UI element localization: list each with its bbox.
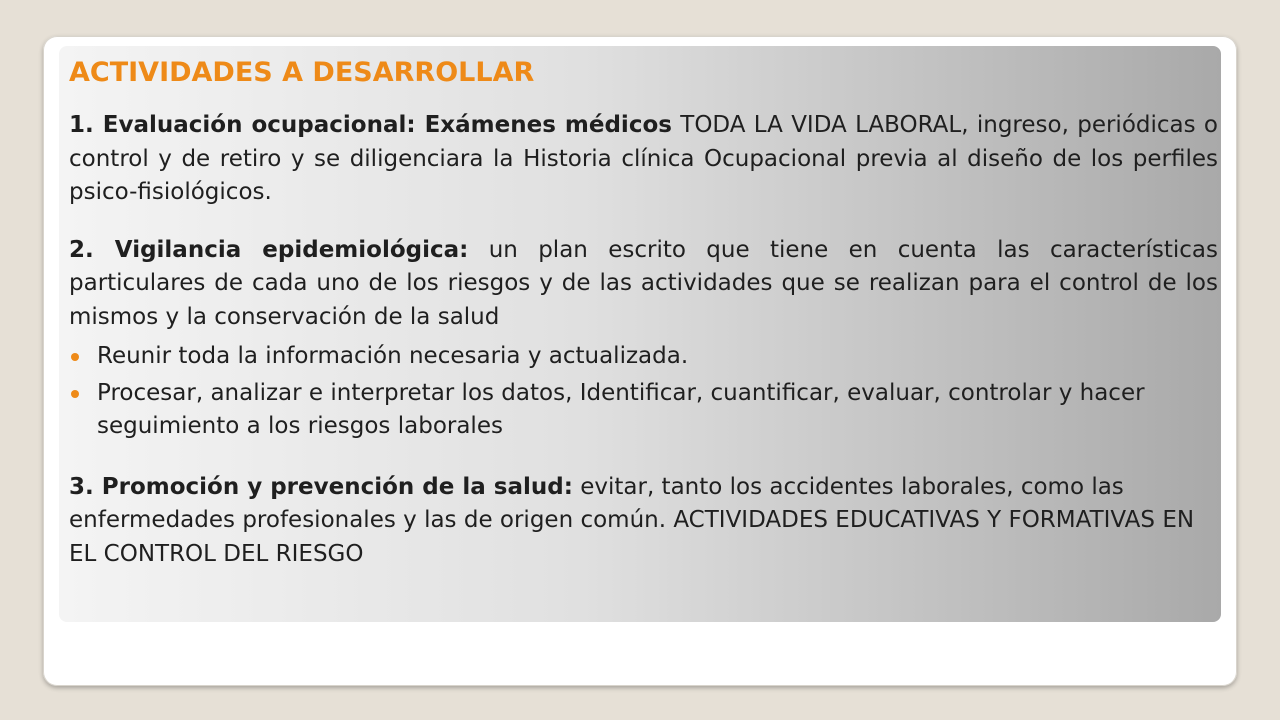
section-3-body: evitar, tanto los accidentes laborales, como las enfermedades profesionales y las de origen común. ACTIVIDADES EDUCATIVAS Y FORMATIVAS EN EL CONTROL DEL RIESGO: [69, 473, 1195, 567]
section-3-heading: 3. Promoción y prevención de la salud:: [69, 473, 573, 500]
section-1-paragraph: [69, 109, 1218, 210]
bullet-item: [69, 340, 1218, 374]
bullet-text: Reunir toda la información necesaria y actualizada.: [97, 343, 689, 369]
bullet-item: [69, 377, 1218, 444]
bullet-text: Procesar, analizar e interpretar los datos, Identificar, cuantificar, evaluar, controlar y hacer seguimiento a los riesgos laborales: [97, 379, 1145, 439]
section-2-bullet-list: [69, 340, 1218, 444]
bullet-dot-icon: [71, 390, 79, 398]
section-2-heading: 2. Vigilancia epidemiológica:: [69, 236, 469, 263]
section-2-body: un plan escrito que tiene en cuenta las características particulares de cada uno de los riesgos y de las actividades que se realizan para el control de los mismos y la conservación de la salud: [69, 236, 1219, 330]
section-1-heading: 1. Evaluación ocupacional: Exámenes médicos: [69, 112, 672, 138]
section-1-body: TODA LA VIDA LABORAL, ingreso, periódicas o control y de retiro y se diligenciara la Historia clínica Ocupacional previa al diseño de los perfiles psico-fisiológicos.: [69, 112, 1219, 205]
section-2-paragraph: [69, 234, 1218, 335]
slide-title: ACTIVIDADES A DESARROLLAR: [69, 57, 535, 88]
section-3-paragraph: [69, 471, 1218, 572]
bullet-dot-icon: [71, 353, 79, 361]
content-panel: [59, 46, 1221, 622]
